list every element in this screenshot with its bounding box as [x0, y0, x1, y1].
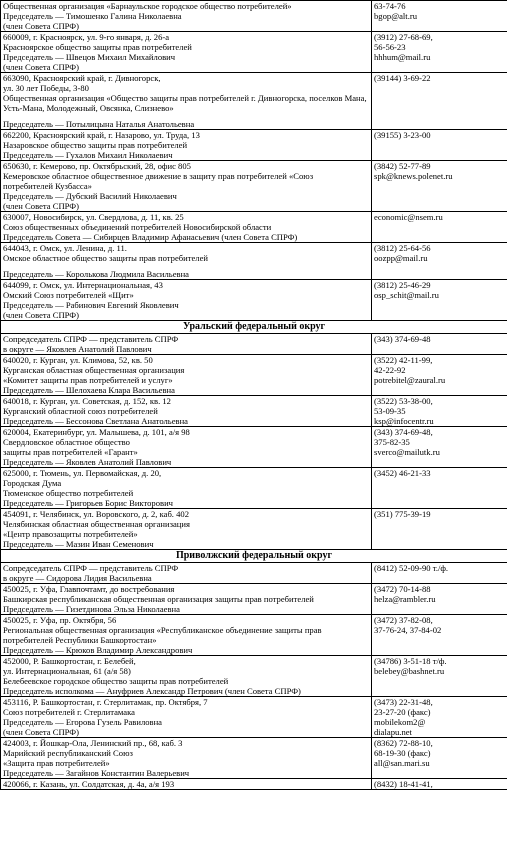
organization-line: 450025, г. Уфа, Главпочтамт, до востребования	[3, 584, 175, 594]
organization-row	[1, 161, 507, 212]
organization-line: 453116, Р. Башкортостан, г. Стерлитамак, пр. Октября, 7	[3, 697, 208, 707]
contact-line: all@san.mari.su	[374, 758, 430, 768]
organization-row	[1, 738, 507, 779]
organization-row	[1, 243, 507, 280]
organization-line: Председатель — Гизетдинова Эльза Николаевна	[3, 604, 180, 614]
organization-line: Председатель — Григорьев Борис Викторович	[3, 498, 173, 508]
organization-line: 625000, г. Тюмень, ул. Первомайская, д. 20,	[3, 468, 162, 478]
organization-row	[1, 615, 507, 656]
organization-details-cell	[1, 427, 372, 468]
organization-line: Общественная организация «Барнаульское городское общество потребителей»	[3, 1, 292, 11]
contact-line: 53-09-35	[374, 406, 406, 416]
organization-line: (член Совета СПРФ)	[3, 201, 79, 211]
organization-line: (член Совета СПРФ)	[3, 21, 79, 31]
contact-cell	[372, 563, 507, 584]
organization-details-cell	[1, 584, 372, 615]
contact-cell	[372, 584, 507, 615]
contact-line: (343) 374-69-48	[374, 334, 431, 344]
section-title: Приволжский федеральный округ	[1, 550, 507, 563]
organization-line: Председатель — Егорова Гузель Равиловна	[3, 717, 162, 727]
organization-line: Председатель — Гухалов Михаил Николаевич	[3, 150, 173, 160]
directory-body	[1, 1, 507, 790]
contact-line: (343) 374-69-48,	[374, 427, 433, 437]
organization-line: Союз потребителей г. Стерлитамака	[3, 707, 135, 717]
organization-row	[1, 130, 507, 161]
organization-line: Сопредседатель СПРФ — представитель СПРФ	[3, 334, 179, 344]
organization-line: (член Совета СПРФ)	[3, 62, 79, 72]
contact-line: (39144) 3-69-22	[374, 73, 431, 83]
organization-line: Председатель — Мазин Иван Семенович	[3, 539, 154, 549]
contact-cell	[372, 243, 507, 280]
organization-details-cell	[1, 396, 372, 427]
organization-line: защиты прав потребителей «Гарант»	[3, 447, 138, 457]
organization-line: 420066, г. Казань, ул. Солдатская, д. 4а, а/я 193	[3, 779, 175, 789]
section-header-row	[1, 321, 507, 334]
contact-line: 37-76-24, 37-84-02	[374, 625, 442, 635]
contact-cell	[372, 161, 507, 212]
organization-details-cell	[1, 212, 372, 243]
contact-cell	[372, 468, 507, 509]
organization-line: 650630, г. Кемерово, пр. Октябрьский, 28, офис 805	[3, 161, 191, 171]
contact-line: (3522) 53-38-00,	[374, 396, 433, 406]
organization-line: 640018, г. Курган, ул. Советская, д. 152, кв. 12	[3, 396, 171, 406]
organization-details-cell	[1, 355, 372, 396]
contact-line: spk@knews.polenet.ru	[374, 171, 453, 181]
organization-row	[1, 73, 507, 130]
organization-line: Председатель — Яковлев Анатолий Павлович	[3, 457, 172, 467]
organization-details-cell	[1, 130, 372, 161]
organization-line: Председатель — Королькова Людмила Васильевна	[3, 269, 189, 279]
organization-details-cell	[1, 32, 372, 73]
contact-line: dialapu.net	[374, 727, 412, 737]
organization-line: Усть-Мана, Молодежный, Овсянка, Слизнево»	[3, 103, 174, 113]
contact-line: (8432) 18-41-41,	[374, 779, 433, 789]
organization-details-cell	[1, 73, 372, 130]
contact-line: 68-19-30 (факс)	[374, 748, 431, 758]
organization-row	[1, 697, 507, 738]
organization-line: (член Совета СПРФ)	[3, 310, 79, 320]
organization-row	[1, 656, 507, 697]
organization-details-cell	[1, 779, 372, 790]
contact-line: bgop@alt.ru	[374, 11, 417, 21]
section-header-row	[1, 550, 507, 563]
contact-cell	[372, 509, 507, 550]
organization-line: 644043, г. Омск, ул. Ленина, д. 11.	[3, 243, 127, 253]
organization-line: «Защита прав потребителей»	[3, 758, 110, 768]
contact-line: belebey@bashnet.ru	[374, 666, 445, 676]
organization-line: Курганская областная общественная организация	[3, 365, 185, 375]
organization-line: Омское областное общество защиты прав потребителей	[3, 253, 208, 263]
organization-line: Председатель — Шелохаева Клара Васильевна	[3, 385, 175, 395]
organization-line: Курганский областной союз потребителей	[3, 406, 158, 416]
contact-line: hhhum@mail.ru	[374, 52, 431, 62]
contact-line: osp_schit@mail.ru	[374, 290, 439, 300]
contact-cell	[372, 615, 507, 656]
organization-line: 620004, Екатеринбург, ул. Малышева, д. 101, а/я 98	[3, 427, 190, 437]
organization-details-cell	[1, 656, 372, 697]
contact-line: economic@nsem.ru	[374, 212, 443, 222]
organization-row	[1, 779, 507, 790]
organization-line: Назаровское общество защиты прав потребителей	[3, 140, 188, 150]
organization-line: Башкирская республиканская общественная организация защиты прав потребителей	[3, 594, 314, 604]
organization-line: потребителей Кузбасса»	[3, 181, 92, 191]
contact-line: (3812) 25-64-56	[374, 243, 431, 253]
organization-line: Председатель — Потылицына Наталья Анатольевна	[3, 119, 195, 129]
organization-row	[1, 584, 507, 615]
contact-line: (3452) 46-21-33	[374, 468, 431, 478]
organization-details-cell	[1, 738, 372, 779]
organization-line: Союз общественных объединений потребителей Новосибирской области	[3, 222, 272, 232]
contact-line: ksp@infocentr.ru	[374, 416, 434, 426]
contact-cell	[372, 32, 507, 73]
organization-line: Кемеровское областное общественное движение в защиту прав потребителей «Союз	[3, 171, 314, 181]
contact-line: 56-56-23	[374, 42, 406, 52]
contact-cell	[372, 1, 507, 32]
organization-details-cell	[1, 280, 372, 321]
organization-details-cell	[1, 563, 372, 584]
contact-line: 375-82-35	[374, 437, 410, 447]
organization-line: Общественная организация «Общество защиты прав потребителей г. Дивногорска, поселков Мана,	[3, 93, 367, 103]
organization-line: 640020, г. Курган, ул. Климова, 52, кв. 50	[3, 355, 153, 365]
organization-line: 452000, Р. Башкортостан, г. Белебей,	[3, 656, 136, 666]
contact-line: (3812) 25-46-29	[374, 280, 431, 290]
contact-line: mobilekom2@	[374, 717, 426, 727]
contact-cell	[372, 738, 507, 779]
contact-cell	[372, 334, 507, 355]
contact-cell	[372, 396, 507, 427]
contact-line: (3472) 37-82-08,	[374, 615, 433, 625]
organization-line: Свердловское областное общество	[3, 437, 130, 447]
organization-line: в округе — Яковлев Анатолий Павлович	[3, 344, 152, 354]
organization-line: Председатель — Крюков Владимир Александрович	[3, 645, 193, 655]
organization-line: Белебеевское городское общество защиты прав потребителей	[3, 676, 229, 686]
contact-cell	[372, 656, 507, 697]
contact-cell	[372, 355, 507, 396]
organization-row	[1, 563, 507, 584]
organization-line: ул. Интернациональная, 61 (а/я 58)	[3, 666, 131, 676]
organization-line: Омский Союз потребителей «Щит»	[3, 290, 134, 300]
organization-line: 450025, г. Уфа, пр. Октября, 56	[3, 615, 117, 625]
organization-line: 660009, г. Красноярск, ул. 9-го января, д. 26-а	[3, 32, 170, 42]
organization-row	[1, 212, 507, 243]
organization-details-cell	[1, 1, 372, 32]
contact-line: (351) 775-39-19	[374, 509, 431, 519]
organization-line: «Центр правозащиты потребителей»	[3, 529, 138, 539]
contact-line: 63-74-76	[374, 1, 406, 11]
organization-line: Председатель — Бессонова Светлана Анатольевна	[3, 416, 188, 426]
contact-line: (3472) 70-14-88	[374, 584, 431, 594]
organization-line: 644099, г. Омск, ул. Интернациональная, 43	[3, 280, 163, 290]
organization-details-cell	[1, 243, 372, 280]
contact-cell	[372, 779, 507, 790]
organization-row	[1, 468, 507, 509]
contact-cell	[372, 697, 507, 738]
organization-line: Городская Дума	[3, 478, 62, 488]
contact-line: (3842) 52-77-89	[374, 161, 431, 171]
organization-line: (член Совета СПРФ)	[3, 727, 79, 737]
organization-row	[1, 396, 507, 427]
organization-line: Тюменское общество потребителей	[3, 488, 134, 498]
organization-row	[1, 32, 507, 73]
contact-line: (39155) 3-23-00	[374, 130, 431, 140]
organization-line: Председатель Совета — Сибирцев Владимир Афанасьевич (член Совета СПРФ)	[3, 232, 298, 242]
organization-row	[1, 509, 507, 550]
contact-line: 42-22-92	[374, 365, 406, 375]
contact-line: helza@rambler.ru	[374, 594, 436, 604]
organization-line: Председатель исполкома — Ануфриев Александр Петрович (член Совета СПРФ)	[3, 686, 301, 696]
contact-cell	[372, 130, 507, 161]
organization-details-cell	[1, 509, 372, 550]
contact-line: (8362) 72-88-10,	[374, 738, 433, 748]
organization-line: «Комитет защиты прав потребителей и услуг»	[3, 375, 173, 385]
organization-line: ул. 30 лет Победы, 3-80	[3, 83, 89, 93]
contact-line: (3522) 42-11-99,	[374, 355, 433, 365]
contact-cell	[372, 280, 507, 321]
contact-cell	[372, 427, 507, 468]
organization-line: 424003, г. Йошкар-Ола, Ленинский пр., 68, каб. 3	[3, 738, 183, 748]
organization-details-cell	[1, 697, 372, 738]
organization-row	[1, 355, 507, 396]
contact-line: 23-27-20 (факс)	[374, 707, 431, 717]
organization-line: Сопредседатель СПРФ — представитель СПРФ	[3, 563, 179, 573]
organization-row	[1, 280, 507, 321]
organization-line: Марийский республиканский Союз	[3, 748, 133, 758]
organization-line: 663090, Красноярский край, г. Дивногорск,	[3, 73, 161, 83]
organization-line: Челябинская областная общественная организация	[3, 519, 190, 529]
contact-line: (3912) 27-68-69,	[374, 32, 433, 42]
organization-line: потребителей Республики Башкортостан»	[3, 635, 157, 645]
organization-details-cell	[1, 615, 372, 656]
contact-line: (34786) 3-51-18 т/ф.	[374, 656, 447, 666]
organization-line: Председатель — Тимошенко Галина Николаевна	[3, 11, 182, 21]
section-title: Уральский федеральный округ	[1, 321, 507, 334]
organization-line: в округе — Сидорова Лидия Васильевна	[3, 573, 152, 583]
contact-cell	[372, 73, 507, 130]
organization-details-cell	[1, 161, 372, 212]
contact-line: (3473) 22-31-48,	[374, 697, 433, 707]
contact-line: oozpp@mail.ru	[374, 253, 428, 263]
contact-line: sverco@mailutk.ru	[374, 447, 440, 457]
organization-details-cell	[1, 468, 372, 509]
organization-line: 630007, Новосибирск, ул. Свердлова, д. 11, кв. 25	[3, 212, 184, 222]
organization-row	[1, 1, 507, 32]
organization-line: Председатель — Рабинович Евгений Яковлевич	[3, 300, 179, 310]
organization-line: 454091, г. Челябинск, ул. Воровского, д. 2, каб. 402	[3, 509, 189, 519]
contact-cell	[372, 212, 507, 243]
organization-line: Красноярское общество защиты прав потребителей	[3, 42, 192, 52]
organization-line: Председатель — Дубский Василий Николаевич	[3, 191, 177, 201]
organization-line: Региональная общественная организация «Республиканское объединение защиты прав	[3, 625, 322, 635]
organization-details-cell	[1, 334, 372, 355]
organization-row	[1, 427, 507, 468]
organization-row	[1, 334, 507, 355]
organization-line: Председатель — Загайнов Константин Валерьевич	[3, 768, 190, 778]
organization-line: 662200, Красноярский край, г. Назарово, ул. Труда, 13	[3, 130, 200, 140]
organization-line: Председатель — Швецов Михаил Михайлович	[3, 52, 176, 62]
contact-line: (8412) 52-09-90 т./ф.	[374, 563, 449, 573]
contact-line: potrebitel@zaural.ru	[374, 375, 446, 385]
